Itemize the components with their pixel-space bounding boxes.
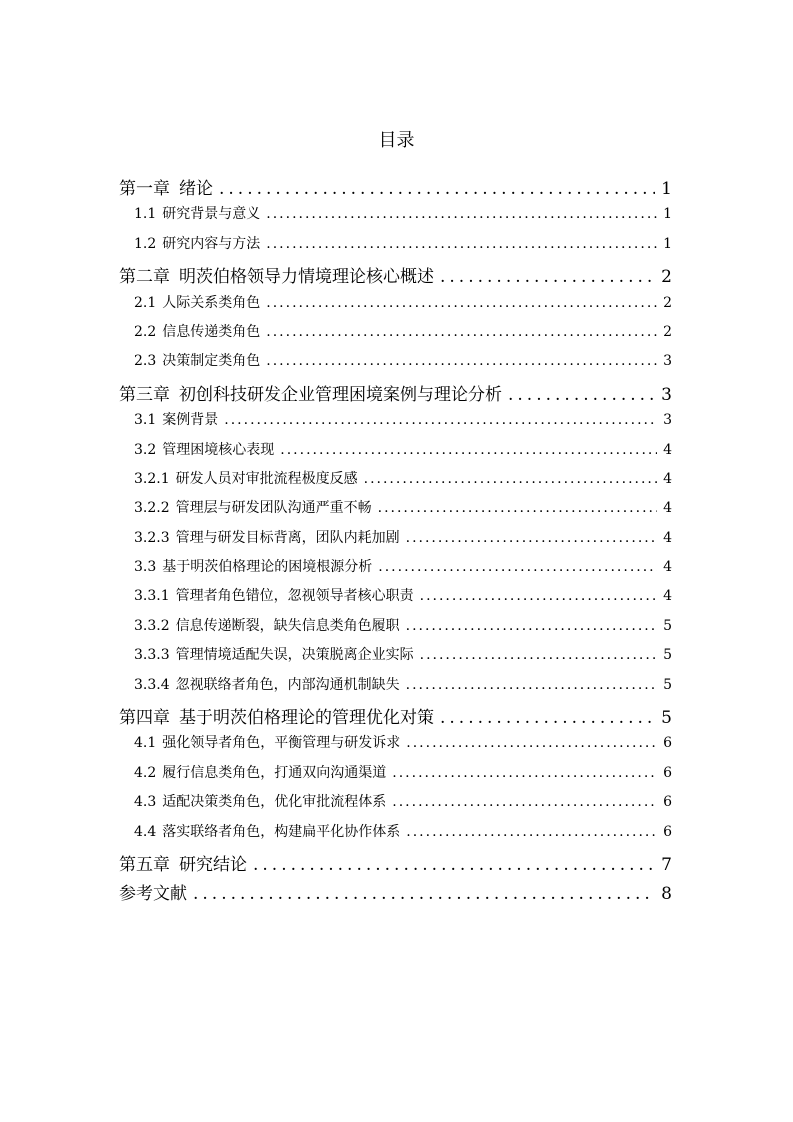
toc-page-number: 4 — [663, 588, 672, 605]
toc-entry-number: 2.3 — [134, 353, 157, 370]
toc-page-number: 6 — [663, 764, 672, 781]
toc-entry-label: 人际关系类角色 — [162, 294, 261, 311]
toc-chapter-entry[interactable] — [119, 703, 672, 732]
toc-entry-number: 3.2.1 — [134, 470, 170, 487]
toc-dot-leader — [406, 618, 657, 634]
toc-page-number: 6 — [663, 735, 672, 752]
toc-section-entry[interactable] — [119, 409, 672, 438]
toc-entry-number: 3.3.3 — [134, 647, 170, 664]
toc-entry-number: 第二章 — [119, 267, 170, 288]
toc-page-number: 5 — [663, 676, 672, 693]
toc-entry-label: 决策制定类角色 — [162, 353, 261, 370]
toc-section-entry[interactable] — [119, 615, 672, 644]
toc-entry-number: 3.3.1 — [134, 588, 170, 605]
toc-entry-number: 1.1 — [134, 206, 157, 223]
toc-entry-label: 绪论 — [179, 179, 213, 199]
toc-section-entry[interactable] — [119, 644, 672, 673]
toc-page-number: 4 — [663, 529, 672, 546]
toc-section-entry[interactable] — [119, 821, 672, 850]
toc-section-entry[interactable] — [119, 732, 672, 761]
toc-page-number: 6 — [663, 794, 672, 811]
toc-entry-label: 忽视联络者角色，内部沟通机制缺失 — [175, 676, 400, 693]
toc-section-entry[interactable] — [119, 233, 672, 262]
toc-section-entry[interactable] — [119, 585, 672, 614]
toc-section-entry[interactable] — [119, 527, 672, 556]
toc-page-number: 5 — [661, 708, 672, 729]
toc-section-entry[interactable] — [119, 350, 672, 379]
toc-section-entry[interactable] — [119, 791, 672, 820]
toc-entry-number: 2.1 — [134, 294, 157, 311]
toc-entry-number: 3.2.3 — [134, 529, 170, 546]
toc-dot-leader — [406, 530, 657, 546]
toc-entry-number: 4.3 — [134, 794, 157, 811]
toc-entry-label: 履行信息类角色，打通双向沟通渠道 — [162, 764, 387, 781]
toc-dot-leader — [378, 559, 657, 575]
toc-dot-leader — [219, 179, 655, 199]
toc-chapter-entry[interactable] — [119, 262, 672, 291]
toc-page-number: 4 — [663, 470, 672, 487]
toc-entry-label: 明茨伯格领导力情境理论核心概述 — [179, 267, 434, 288]
toc-page-number: 7 — [661, 854, 672, 875]
toc-entry-number: 3.3.2 — [134, 617, 170, 634]
toc-dot-leader — [266, 324, 657, 340]
toc-dot-leader — [378, 500, 657, 516]
toc-page-number: 1 — [661, 179, 672, 199]
toc-entry-number: 第四章 — [119, 708, 170, 729]
toc-dot-leader — [364, 471, 657, 487]
toc-entry-label: 信息传递断裂，缺失信息类角色履职 — [175, 617, 400, 634]
toc-list — [119, 174, 672, 909]
toc-section-entry[interactable] — [119, 321, 672, 350]
toc-entry-label: 管理层与研发团队沟通严重不畅 — [175, 500, 372, 517]
toc-page-number: 3 — [661, 384, 672, 405]
toc-entry-label: 管理者角色错位，忽视领导者核心职责 — [175, 588, 414, 605]
toc-page-number: 3 — [663, 353, 672, 370]
toc-entry-label: 管理困境核心表现 — [162, 441, 275, 458]
toc-page-number: 4 — [663, 500, 672, 517]
toc-entry-label: 基于明茨伯格理论的管理优化对策 — [179, 708, 434, 729]
toc-page-number: 2 — [663, 294, 672, 311]
toc-page-number: 1 — [663, 235, 672, 252]
toc-page-number: 1 — [663, 206, 672, 223]
toc-entry-label: 研究内容与方法 — [162, 235, 261, 252]
toc-entry-number: 2.2 — [134, 323, 157, 340]
toc-entry-label: 基于明茨伯格理论的困境根源分析 — [162, 559, 373, 576]
toc-entry-label: 案例背景 — [162, 412, 219, 429]
toc-page-number: 5 — [663, 617, 672, 634]
toc-dot-leader — [280, 442, 657, 458]
toc-page-number: 4 — [663, 559, 672, 576]
toc-dot-leader — [266, 295, 657, 311]
toc-entry-number: 3.3.4 — [134, 676, 170, 693]
toc-dot-leader — [392, 794, 657, 810]
toc-entry-number: 第三章 — [119, 384, 170, 405]
toc-dot-leader — [266, 236, 657, 252]
toc-page-number: 2 — [661, 267, 672, 288]
toc-dot-leader — [406, 824, 657, 840]
toc-section-entry[interactable] — [119, 468, 672, 497]
toc-section-entry[interactable] — [119, 556, 672, 585]
toc-section-entry[interactable] — [119, 762, 672, 791]
toc-dot-leader — [392, 765, 657, 781]
toc-entry-label: 研究结论 — [179, 854, 247, 875]
toc-entry-label: 初创科技研发企业管理困境案例与理论分析 — [179, 384, 502, 405]
toc-entry-label: 研发人员对审批流程极度反感 — [175, 470, 358, 487]
toc-section-entry[interactable] — [119, 439, 672, 468]
toc-section-entry[interactable] — [119, 203, 672, 232]
toc-dot-leader — [193, 884, 655, 904]
toc-dot-leader — [406, 735, 657, 751]
toc-entry-label: 参考文献 — [119, 884, 187, 905]
toc-dot-leader — [266, 353, 657, 369]
toc-page-number: 8 — [661, 884, 672, 905]
toc-dot-leader — [224, 412, 657, 428]
toc-dot-leader — [440, 708, 655, 728]
toc-chapter-entry[interactable] — [119, 879, 672, 908]
toc-entry-number: 4.2 — [134, 764, 157, 781]
toc-dot-leader — [253, 855, 655, 875]
toc-entry-label: 强化领导者角色，平衡管理与研发诉求 — [162, 735, 401, 752]
toc-entry-number: 3.1 — [134, 412, 157, 429]
toc-dot-leader — [508, 385, 655, 405]
toc-dot-leader — [406, 677, 657, 693]
toc-entry-number: 第一章 — [119, 179, 170, 199]
toc-title: 目录 — [378, 130, 415, 151]
toc-section-entry[interactable] — [119, 497, 672, 526]
toc-section-entry[interactable] — [119, 292, 672, 321]
toc-entry-label: 研究背景与意义 — [162, 206, 261, 223]
toc-page-number: 5 — [663, 647, 672, 664]
toc-chapter-entry[interactable] — [119, 174, 672, 203]
toc-entry-number: 3.2.2 — [134, 500, 170, 517]
toc-dot-leader — [440, 267, 655, 287]
toc-entry-number: 4.4 — [134, 823, 157, 840]
toc-page-number: 4 — [663, 441, 672, 458]
toc-dot-leader — [266, 206, 657, 222]
toc-entry-number: 1.2 — [134, 235, 157, 252]
toc-entry-label: 管理情境适配失误，决策脱离企业实际 — [175, 647, 414, 664]
toc-entry-label: 落实联络者角色，构建扁平化协作体系 — [162, 823, 401, 840]
toc-dot-leader — [420, 588, 657, 604]
toc-page-number: 2 — [663, 323, 672, 340]
toc-entry-label: 信息传递类角色 — [162, 323, 261, 340]
toc-section-entry[interactable] — [119, 674, 672, 703]
toc-chapter-entry[interactable] — [119, 850, 672, 879]
toc-entry-number: 4.1 — [134, 735, 157, 752]
toc-page-number: 3 — [663, 412, 672, 429]
toc-entry-number: 第五章 — [119, 854, 170, 875]
toc-entry-number: 3.3 — [134, 559, 157, 576]
toc-entry-label: 适配决策类角色，优化审批流程体系 — [162, 794, 387, 811]
toc-page-number: 6 — [663, 823, 672, 840]
toc-entry-label: 管理与研发目标背离，团队内耗加剧 — [175, 529, 400, 546]
toc-dot-leader — [420, 647, 657, 663]
toc-entry-number: 3.2 — [134, 441, 157, 458]
toc-chapter-entry[interactable] — [119, 380, 672, 409]
